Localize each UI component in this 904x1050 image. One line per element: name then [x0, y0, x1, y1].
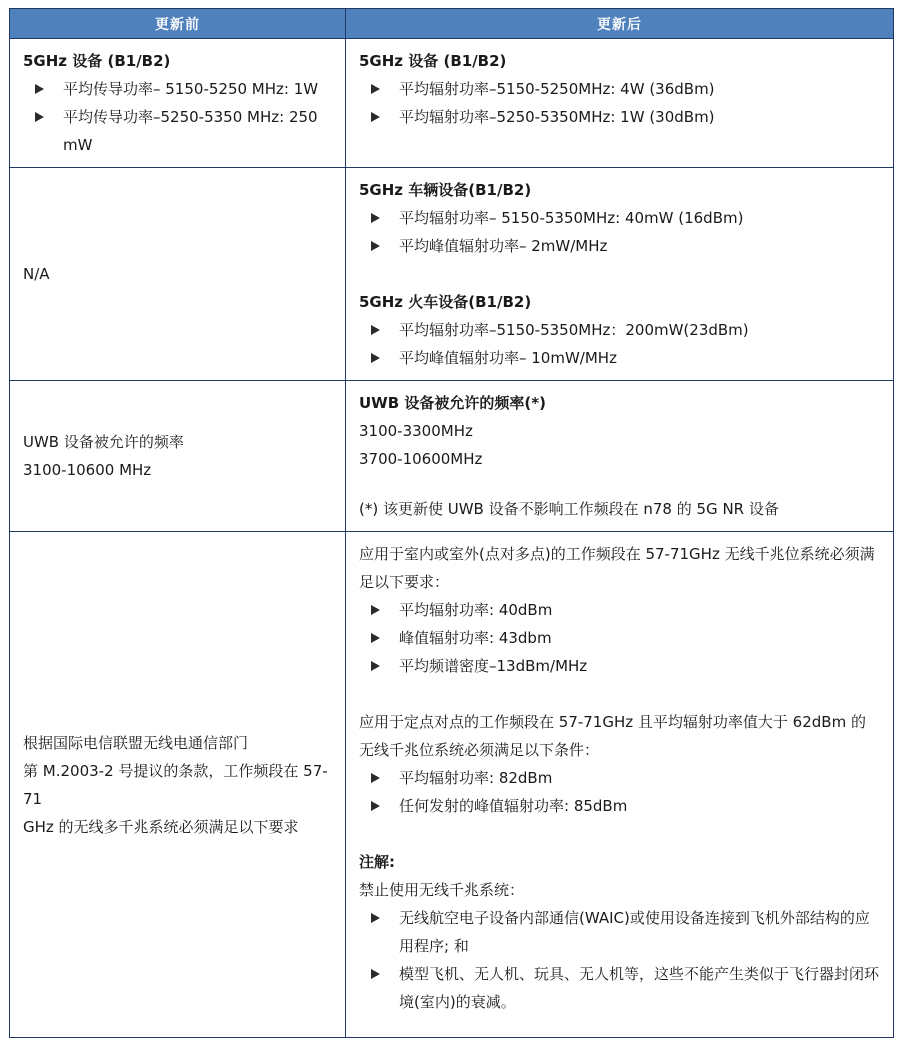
bullet-text: 平均辐射功率: 82dBm — [399, 769, 553, 787]
cell-after-5ghz — [346, 39, 894, 168]
bullet-text: 平均峰值辐射功率– 10mW/MHz — [399, 349, 617, 367]
arrow-bullet-icon — [369, 624, 399, 652]
paragraph: 应用于室内或室外(点对多点)的工作频段在 57-71GHz 无线千兆位系统必须满足以下要求： — [359, 545, 875, 591]
paragraph: 根据国际电信联盟无线电通信部门 — [23, 733, 249, 752]
bullet-text: 平均传导功率– 5150-5250 MHz: 1W — [63, 80, 319, 98]
bullet-item — [23, 103, 332, 159]
bullet-text: 平均传导功率–5250-5350 MHz: 250 mW — [63, 108, 318, 154]
arrow-bullet-icon — [369, 764, 399, 792]
arrow-bullet-icon — [369, 75, 399, 103]
paragraph: 禁止使用无线千兆系统： — [359, 881, 525, 899]
section-title: 5GHz 设备 (B1/B2) — [23, 52, 171, 70]
section-title: UWB 设备被允许的频率(*) — [359, 394, 546, 412]
table-row-vehicle-train-devices — [10, 168, 894, 381]
cell-before-na — [10, 168, 346, 381]
section-title: 5GHz 设备 (B1/B2) — [359, 52, 507, 70]
bullet-item — [359, 316, 880, 344]
paragraph: 应用于定点对点的工作频段在 57-71GHz 且平均辐射功率值大于 62dBm 的无线千兆位系统必须满足以下条件： — [359, 713, 866, 759]
cell-after-vehicle-train — [346, 168, 894, 381]
column-header-before: 更新前 — [10, 9, 346, 39]
paragraph-gap — [359, 260, 880, 288]
paragraph: 3700-10600MHz — [359, 450, 483, 468]
bullet-text: 无线航空电子设备内部通信(WAIC)或使用设备连接到飞机外部结构的应用程序; 和 — [399, 909, 870, 955]
bullet-item — [359, 344, 880, 372]
arrow-bullet-icon — [369, 596, 399, 624]
bullet-item — [359, 103, 880, 131]
paragraph: 第 M.2003-2 号提议的条款，工作频段在 57-71 — [23, 761, 328, 808]
bullet-text: 模型飞机、无人机、玩具、无人机等，这些不能产生类似于飞行器封闭环境(室内)的衰减。 — [399, 965, 880, 1011]
paragraph: UWB 设备被允许的频率 — [23, 433, 184, 451]
note-title: 注解: — [359, 853, 395, 871]
cell-before-5ghz — [10, 39, 346, 168]
bullet-item — [359, 904, 880, 960]
paragraph: GHz 的无线多千兆系统必须满足以下要求 — [23, 817, 299, 836]
cell-after-57-71ghz — [346, 532, 894, 1038]
na-text: N/A — [23, 265, 50, 283]
arrow-bullet-icon — [369, 344, 399, 372]
arrow-bullet-icon — [369, 960, 399, 988]
bullet-item — [359, 960, 880, 1016]
table-row-57-71ghz-systems — [10, 532, 894, 1038]
arrow-bullet-icon — [369, 316, 399, 344]
bullet-text: 平均辐射功率–5250-5350MHz: 1W (30dBm) — [399, 108, 715, 126]
arrow-bullet-icon — [369, 103, 399, 131]
footnote: (*) 该更新使 UWB 设备不影响工作频段在 n78 的 5G NR 设备 — [359, 500, 779, 518]
cell-before-uwb — [10, 381, 346, 532]
cell-after-uwb — [346, 381, 894, 532]
column-header-after: 更新后 — [346, 9, 894, 39]
bullet-text: 任何发射的峰值辐射功率: 85dBm — [399, 797, 628, 815]
arrow-bullet-icon — [33, 75, 63, 103]
arrow-bullet-icon — [369, 904, 399, 932]
paragraph-gap — [359, 820, 880, 848]
arrow-bullet-icon — [33, 103, 63, 131]
section-title: 5GHz 火车设备(B1/B2) — [359, 293, 532, 311]
bullet-item — [359, 652, 880, 680]
header-row — [10, 9, 894, 39]
paragraph: 3100-10600 MHz — [23, 461, 152, 479]
bullet-text: 平均辐射功率: 40dBm — [399, 601, 553, 619]
bullet-text: 平均辐射功率–5150-5350MHz：200mW(23dBm) — [399, 321, 749, 339]
bullet-item — [359, 75, 880, 103]
paragraph-gap — [359, 680, 880, 708]
bullet-text: 平均峰值辐射功率– 2mW/MHz — [399, 237, 608, 255]
section-title: 5GHz 车辆设备(B1/B2) — [359, 181, 532, 199]
bullet-text: 平均辐射功率–5150-5250MHz: 4W (36dBm) — [399, 80, 715, 98]
cell-before-57-71ghz — [10, 532, 346, 1038]
arrow-bullet-icon — [369, 204, 399, 232]
bullet-item — [359, 204, 880, 232]
bullet-item — [359, 792, 880, 820]
bullet-text: 峰值辐射功率: 43dbm — [399, 629, 552, 647]
bullet-item — [23, 75, 332, 103]
bullet-item — [359, 232, 880, 260]
paragraph-gap — [359, 473, 880, 495]
table-row-5ghz-devices — [10, 39, 894, 168]
bullet-item — [359, 764, 880, 792]
bullet-text: 平均辐射功率– 5150-5350MHz: 40mW (16dBm) — [399, 209, 744, 227]
comparison-table — [9, 8, 894, 1038]
paragraph: 3100-3300MHz — [359, 422, 473, 440]
bullet-item — [359, 596, 880, 624]
arrow-bullet-icon — [369, 232, 399, 260]
arrow-bullet-icon — [369, 792, 399, 820]
table-row-uwb-frequencies — [10, 381, 894, 532]
bullet-text: 平均频谱密度–13dBm/MHz — [399, 657, 588, 675]
bullet-item — [359, 624, 880, 652]
arrow-bullet-icon — [369, 652, 399, 680]
